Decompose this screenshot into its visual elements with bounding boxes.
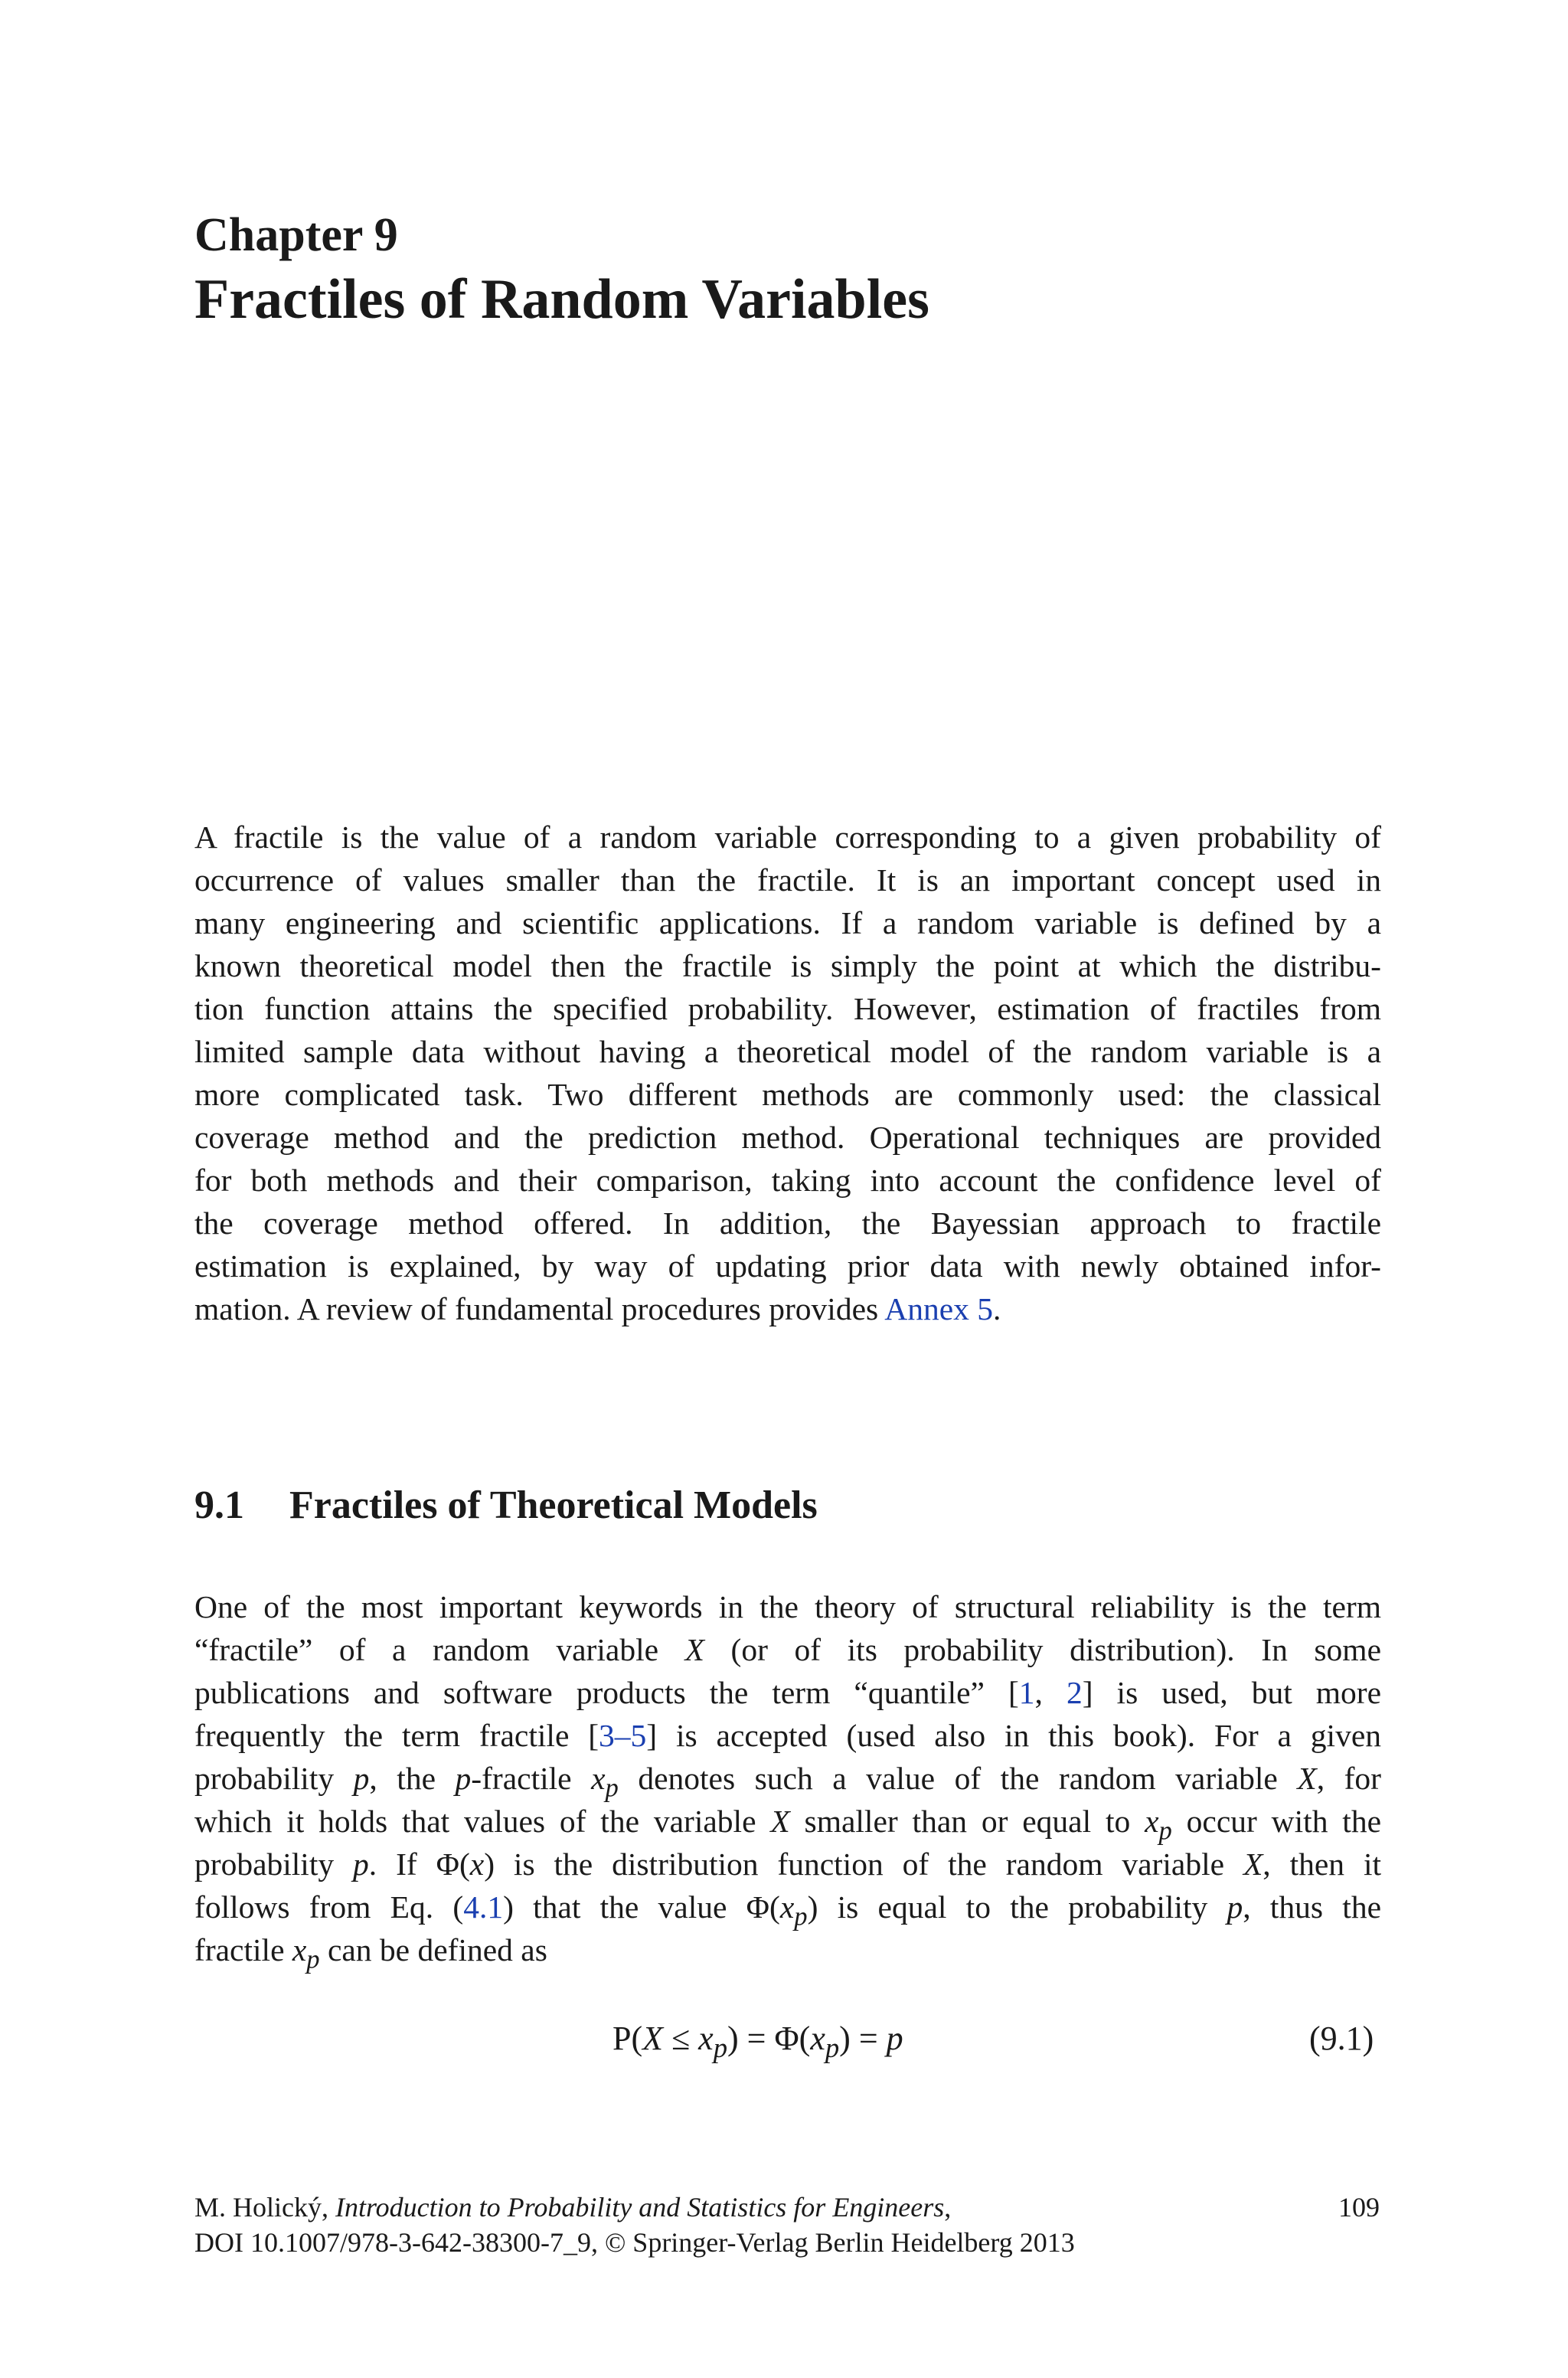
annex-5-link[interactable]: Annex 5 bbox=[884, 1291, 993, 1326]
abstract-text: . bbox=[993, 1291, 1001, 1326]
body-line: publications and software products the term “quantile” [1, 2] is used, but more bbox=[194, 1675, 1382, 1710]
ref-1-link[interactable]: 1 bbox=[1018, 1675, 1035, 1710]
eq-4-1-link[interactable]: 4.1 bbox=[463, 1889, 504, 1925]
section-heading bbox=[194, 1483, 818, 1527]
abstract-line: estimation is explained, by way of updating prior data with newly obtained infor- bbox=[194, 1248, 1381, 1284]
chapter-abstract bbox=[194, 816, 1381, 1330]
body-line: probability p. If Φ(x) is the distribution function of the random variable X, then it bbox=[194, 1846, 1381, 1882]
page-number: 109 bbox=[1338, 2192, 1380, 2223]
section-number: 9.1 bbox=[194, 1483, 244, 1527]
abstract-line: the coverage method offered. In addition, the Bayessian approach to fractile bbox=[194, 1205, 1381, 1241]
abstract-last-line bbox=[194, 1287, 1381, 1330]
abstract-line: limited sample data without having a theoretical model of the random variable is a bbox=[194, 1034, 1381, 1069]
body-line: frequently the term fractile [3–5] is accepted (used also in this book). For a given bbox=[194, 1718, 1381, 1753]
chapter-label: Chapter 9 bbox=[194, 209, 398, 261]
footer-citation: M. Holický, Introduction to Probability and Statistics for Engineers, bbox=[194, 2192, 952, 2223]
abstract-line: more complicated task. Two different methods are commonly used: the classical bbox=[194, 1077, 1381, 1112]
abstract-line: coverage method and the prediction method. Operational techniques are provided bbox=[194, 1120, 1381, 1155]
abstract-line: A fractile is the value of a random variable corresponding to a given probability of bbox=[194, 819, 1381, 855]
abstract-line: many engineering and scientific applications. If a random variable is defined by a bbox=[194, 905, 1381, 940]
body-line: probability p, the p-fractile $x_p$ denotes such a value of the random variable X, for bbox=[194, 1761, 1382, 1803]
book-title: Introduction to Probability and Statistics for Engineers bbox=[335, 2192, 945, 2223]
ref-3-5-link[interactable]: 3–5 bbox=[599, 1718, 647, 1753]
footer-doi: DOI 10.1007/978-3-642-38300-7_9, © Springer-Verlag Berlin Heidelberg 2013 bbox=[194, 2227, 1075, 2258]
equation-9-1: $P(X \le x_p) = \Phi(x_p) = p$ bbox=[612, 2020, 903, 2063]
abstract-line: tion function attains the specified probability. However, estimation of fractiles from bbox=[194, 991, 1381, 1026]
body-line: follows from Eq. (4.1) that the value $\Phi(x_p)$ is equal to the probability p, thus the bbox=[194, 1889, 1381, 1932]
body-line: which it holds that values of the variable X smaller than or equal to $x_p$ occur with the bbox=[194, 1804, 1382, 1846]
chapter-title: Fractiles of Random Variables bbox=[194, 268, 929, 331]
abstract-line: known theoretical model then the fractile is simply the point at which the distribu- bbox=[194, 948, 1381, 983]
abstract-text: mation. A review of fundamental procedures provides bbox=[194, 1291, 885, 1326]
body-line: “fractile” of a random variable X (or of its probability distribution). In some bbox=[194, 1632, 1382, 1667]
body-line: fractile $x_p$ can be defined as bbox=[194, 1932, 547, 1974]
section-title: Fractiles of Theoretical Models bbox=[289, 1483, 818, 1527]
equation-number: (9.1) bbox=[1309, 2020, 1374, 2057]
ref-2-link[interactable]: 2 bbox=[1066, 1675, 1083, 1710]
abstract-line: for both methods and their comparison, taking into account the confidence level of bbox=[194, 1163, 1381, 1198]
abstract-line: occurrence of values smaller than the fractile. It is an important concept used in bbox=[194, 862, 1381, 898]
body-line: One of the most important keywords in the theory of structural reliability is the term bbox=[194, 1589, 1381, 1624]
section-body bbox=[194, 1585, 1382, 1974]
